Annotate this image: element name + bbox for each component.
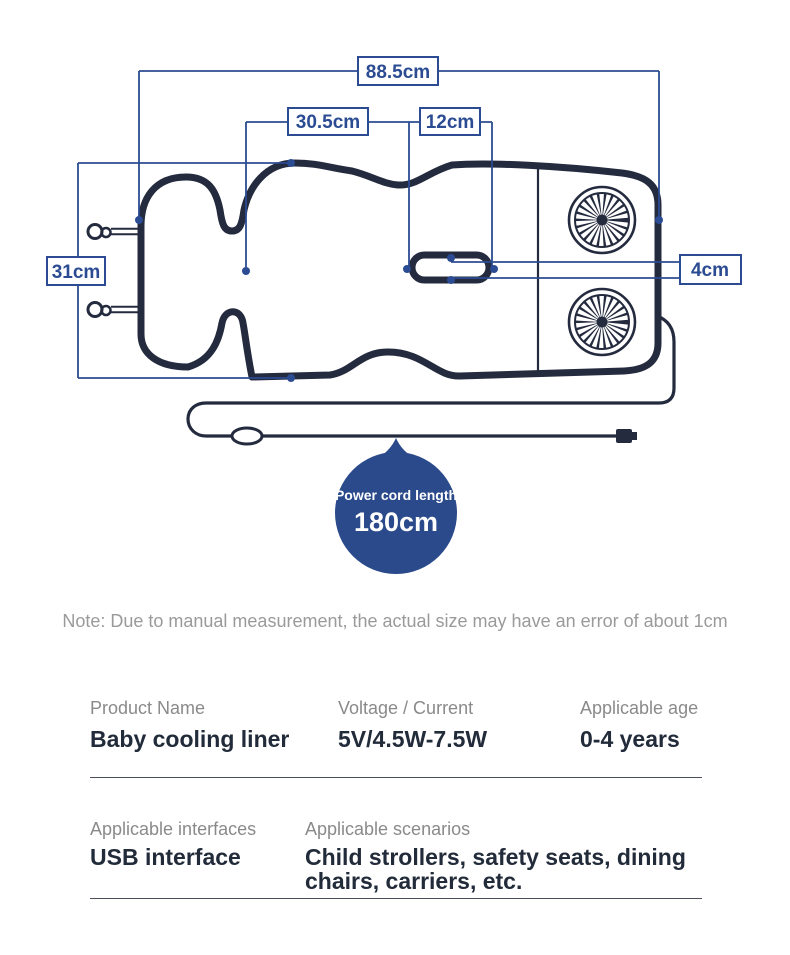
spec-value: 0-4 years (580, 726, 680, 752)
spec-value: Baby cooling liner (90, 726, 290, 752)
spec-value: Child strollers, safety seats, dining chairs, carriers, etc. (305, 844, 686, 894)
spec-cell-voltage (338, 697, 580, 751)
spec-label: Applicable interfaces (90, 819, 257, 839)
spec-cell-age (580, 697, 702, 751)
svg-text:31cm: 31cm (51, 262, 101, 283)
spec-row-2 (90, 778, 738, 899)
spec-row-1 (90, 697, 702, 778)
dim-label-4 (680, 255, 741, 284)
svg-text:Power cord length: Power cord length (334, 487, 458, 503)
spec-table (90, 697, 740, 899)
fan-icon (569, 187, 635, 253)
dim-label-12 (420, 108, 480, 135)
measurement-note: Note: Due to manual measurement, the actual size may have an error of about 1cm (62, 611, 728, 631)
dim-label-31 (47, 257, 105, 285)
dim-label-88-5 (358, 57, 438, 85)
svg-text:30.5cm: 30.5cm (295, 112, 361, 133)
table-rule (90, 898, 702, 899)
svg-text:12cm: 12cm (425, 112, 475, 133)
spec-label: Applicable age (580, 698, 699, 718)
spec-value: USB interface (90, 844, 241, 870)
usb-connector-icon (616, 429, 637, 443)
strap-hook-icon (88, 303, 140, 317)
strap-hook-icon (88, 225, 140, 239)
spec-label: Voltage / Current (338, 698, 474, 718)
fan-icon (569, 289, 635, 355)
svg-text:180cm: 180cm (353, 507, 439, 537)
spec-label: Product Name (90, 698, 206, 718)
spec-cell-product-name (90, 697, 338, 751)
spec-value: 5V/4.5W-7.5W (338, 726, 488, 752)
dim-label-30-5 (288, 108, 368, 135)
svg-text:88.5cm: 88.5cm (365, 62, 431, 83)
power-cord-badge (335, 438, 457, 574)
spec-cell-scenarios (305, 818, 738, 893)
spec-label: Applicable scenarios (305, 819, 471, 839)
cord-switch (232, 428, 262, 444)
spec-cell-interface (90, 818, 305, 893)
svg-text:4cm: 4cm (690, 260, 730, 281)
